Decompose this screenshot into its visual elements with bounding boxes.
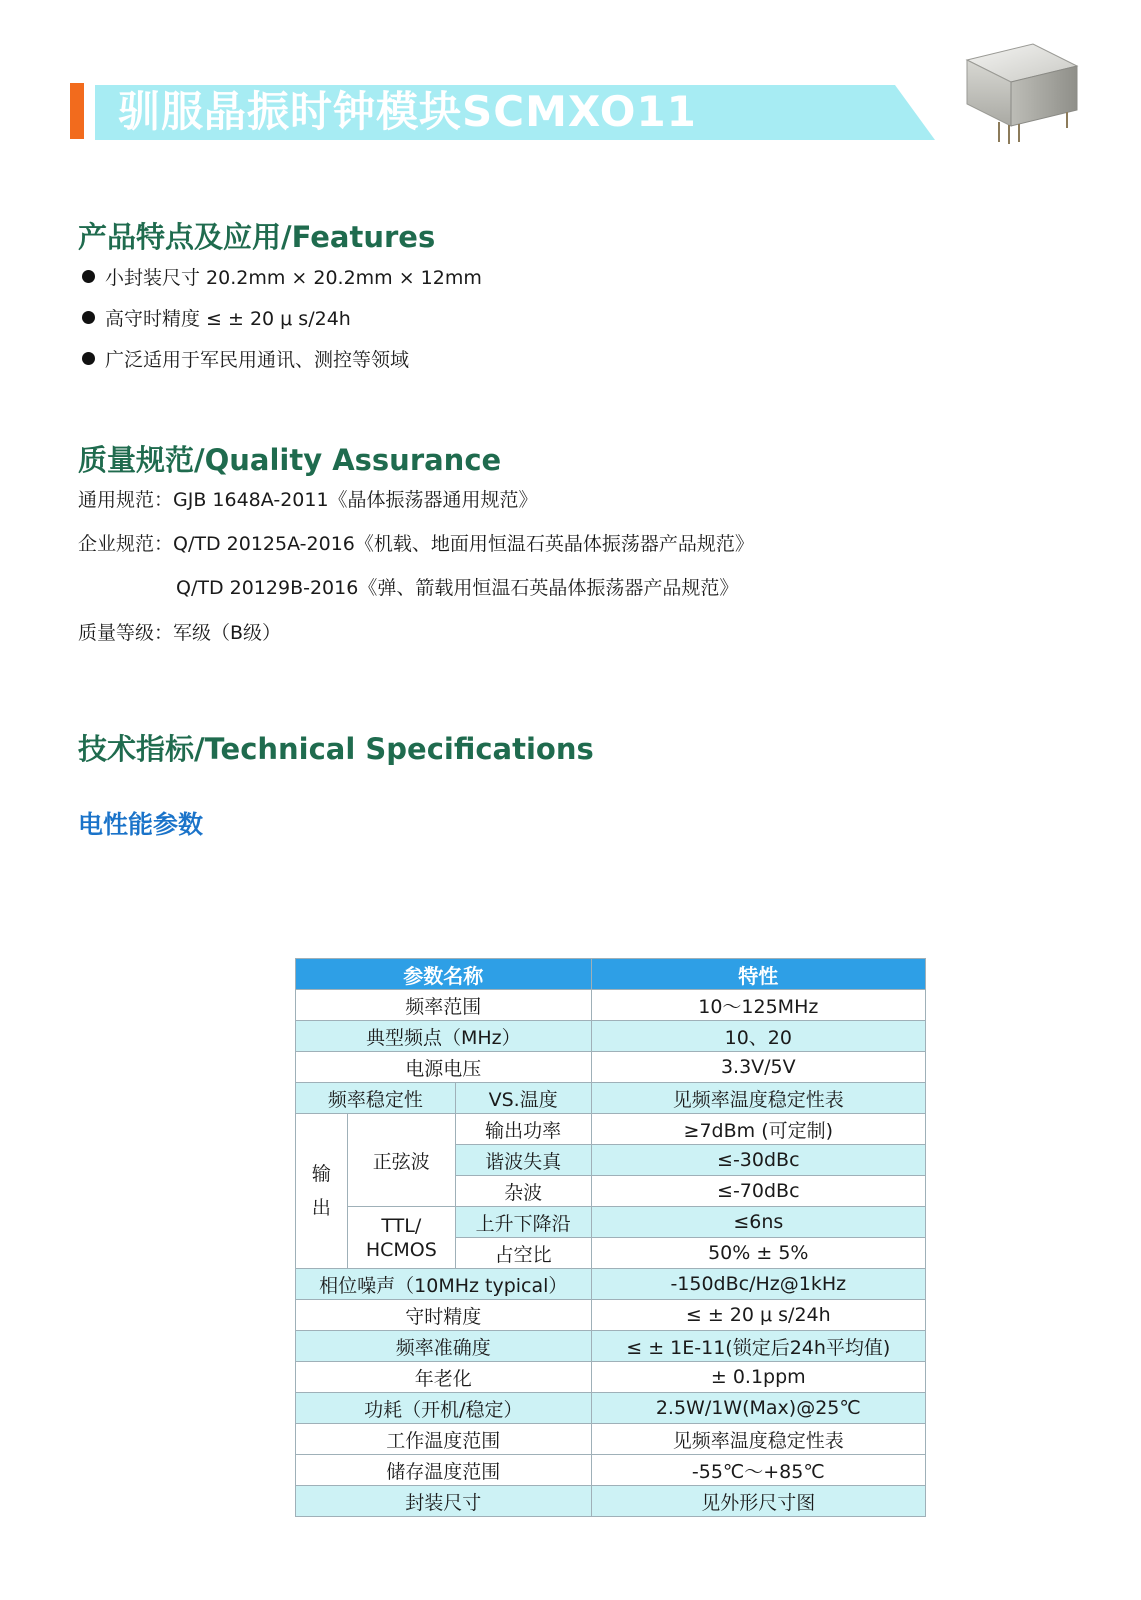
- param-value: 见外形尺寸图: [591, 1486, 925, 1517]
- table-row: [296, 1424, 926, 1455]
- output-group-label: [296, 1114, 348, 1269]
- features-heading: 产品特点及应用/Features: [78, 220, 436, 254]
- param-value: ≤ ± 1E-11(锁定后24h平均值): [591, 1331, 925, 1362]
- feature-item: [82, 263, 482, 290]
- output-label-1: 输: [311, 1163, 331, 1185]
- ttl-label-1: TTL/: [381, 1214, 422, 1237]
- table-row: [296, 1207, 926, 1238]
- param-value: ≤ ± 20 μ s/24h: [591, 1300, 925, 1331]
- param-value: -55℃～+85℃: [591, 1455, 925, 1486]
- col-char-header: 特性: [591, 959, 925, 990]
- enterprise-spec-line: [78, 529, 754, 556]
- param-name: 守时精度: [296, 1300, 592, 1331]
- bullet-icon: [82, 352, 95, 365]
- param-value: ≥7dBm (可定制): [591, 1114, 925, 1145]
- param-value: 3.3V/5V: [591, 1052, 925, 1083]
- param-name: 电源电压: [296, 1052, 592, 1083]
- param-name: 频率准确度: [296, 1331, 592, 1362]
- param-sub-name: 输出功率: [455, 1114, 591, 1145]
- output-label-2: 出: [311, 1197, 331, 1219]
- table-row: [296, 1331, 926, 1362]
- page-title: 驯服晶振时钟模块SCMXO11: [118, 87, 697, 136]
- param-sub-name: VS.温度: [455, 1083, 591, 1114]
- quality-heading: 质量规范/Quality Assurance: [78, 443, 502, 477]
- param-sub-name: 杂波: [455, 1176, 591, 1207]
- param-value: ≤6ns: [591, 1207, 925, 1238]
- general-spec-label: 通用规范：: [78, 489, 174, 511]
- param-value: ≤-30dBc: [591, 1145, 925, 1176]
- feature-text: 高守时精度 ≤ ± 20 μ s/24h: [105, 308, 351, 330]
- table-header-row: [296, 959, 926, 990]
- table-row: [296, 990, 926, 1021]
- feature-item: [82, 304, 351, 331]
- quality-grade-value: 军级（B级）: [173, 622, 282, 644]
- banner-accent-bar: [70, 83, 84, 139]
- param-sub-name: 占空比: [455, 1238, 591, 1269]
- col-param-header: 参数名称: [296, 959, 592, 990]
- param-sub-name: 上升下降沿: [455, 1207, 591, 1238]
- table-row: [296, 1362, 926, 1393]
- table-row: [296, 1300, 926, 1331]
- param-value: 10、20: [591, 1021, 925, 1052]
- bullet-icon: [82, 311, 95, 324]
- table-row: [296, 1393, 926, 1424]
- ttl-label: [347, 1207, 455, 1269]
- quality-grade-line: [78, 618, 281, 645]
- param-value: 见频率温度稳定性表: [591, 1424, 925, 1455]
- table-row: [296, 1083, 926, 1114]
- param-name: 储存温度范围: [296, 1455, 592, 1486]
- table-row: [296, 1114, 926, 1145]
- feature-text: 小封装尺寸 20.2mm × 20.2mm × 12mm: [105, 267, 482, 289]
- param-name: 相位噪声（10MHz typical）: [296, 1269, 592, 1300]
- table-row: [296, 1486, 926, 1517]
- param-name: 年老化: [296, 1362, 592, 1393]
- param-value: 50% ± 5%: [591, 1238, 925, 1269]
- tech-heading: 技术指标/Technical Specifications: [78, 732, 594, 766]
- ttl-label-2: HCMOS: [365, 1238, 437, 1261]
- enterprise-spec-label: 企业规范：: [78, 533, 174, 555]
- enterprise-spec-line-2: Q/TD 20129B-2016《弹、箭载用恒温石英晶体振荡器产品规范》: [176, 577, 739, 599]
- param-value: ± 0.1ppm: [591, 1362, 925, 1393]
- table-row: [296, 1052, 926, 1083]
- table-row: [296, 1455, 926, 1486]
- product-image: [955, 38, 1085, 148]
- param-value: 2.5W/1W(Max)@25℃: [591, 1393, 925, 1424]
- general-spec-line: [78, 485, 538, 512]
- param-name: 工作温度范围: [296, 1424, 592, 1455]
- enterprise-spec-value: Q/TD 20125A-2016《机载、地面用恒温石英晶体振荡器产品规范》: [173, 533, 754, 555]
- bullet-icon: [82, 270, 95, 283]
- electrical-params-heading: 电性能参数: [78, 810, 204, 839]
- param-name: 典型频点（MHz）: [296, 1021, 592, 1052]
- param-name: 功耗（开机/稳定）: [296, 1393, 592, 1424]
- general-spec-value: GJB 1648A-2011《晶体振荡器通用规范》: [173, 489, 538, 511]
- feature-item: [82, 345, 409, 372]
- quality-grade-label: 质量等级：: [78, 622, 174, 644]
- param-value: -150dBc/Hz@1kHz: [591, 1269, 925, 1300]
- param-name: 频率范围: [296, 990, 592, 1021]
- table-row: [296, 1021, 926, 1052]
- param-value: ≤-70dBc: [591, 1176, 925, 1207]
- spec-table: [295, 958, 926, 1517]
- param-value: 10～125MHz: [591, 990, 925, 1021]
- param-value: 见频率温度稳定性表: [591, 1083, 925, 1114]
- param-name: 封装尺寸: [296, 1486, 592, 1517]
- param-name: 频率稳定性: [296, 1083, 456, 1114]
- feature-text: 广泛适用于军民用通讯、测控等领域: [105, 349, 410, 371]
- param-sub-name: 谐波失真: [455, 1145, 591, 1176]
- table-row: [296, 1269, 926, 1300]
- sine-label: 正弦波: [347, 1114, 455, 1207]
